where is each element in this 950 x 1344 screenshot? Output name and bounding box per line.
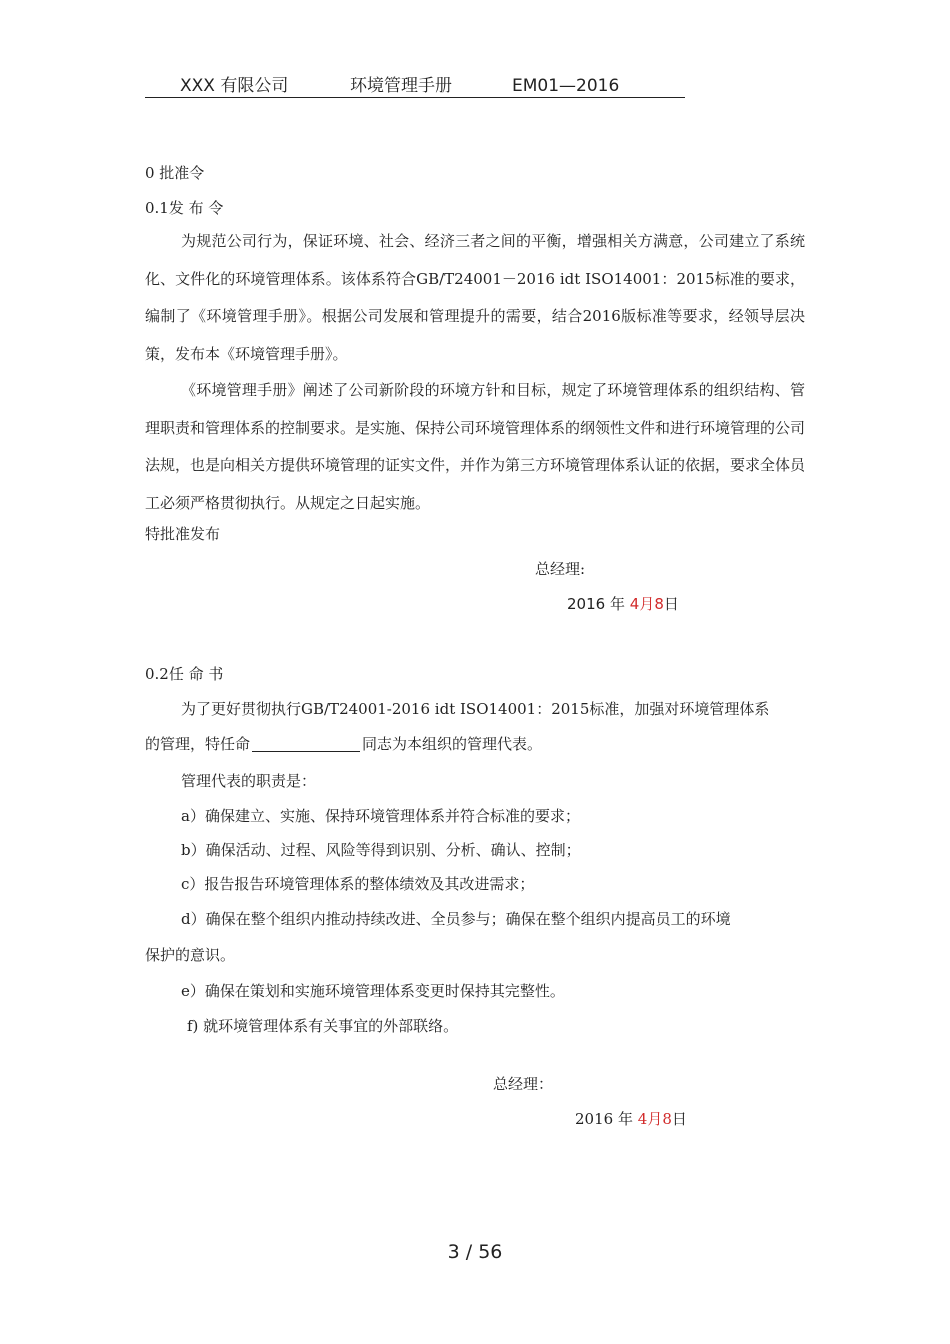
appointment-date-month-unit: 月 bbox=[647, 1110, 663, 1128]
appointment-paragraph-line-2 bbox=[145, 734, 542, 754]
appointment-signer: 总经理： bbox=[493, 1075, 554, 1093]
appointment-date-day: 8 bbox=[662, 1110, 672, 1128]
release-date-year: 2016 bbox=[567, 595, 606, 613]
appointee-blank-field bbox=[252, 735, 360, 752]
appointment-date-year: 2016 bbox=[575, 1110, 614, 1128]
release-signer: 总经理: bbox=[535, 560, 586, 578]
section-heading-approval: 0 批准令 bbox=[145, 164, 205, 182]
duties-intro: 管理代表的职责是： bbox=[181, 772, 317, 790]
appointment-date-month: 4 bbox=[637, 1110, 648, 1128]
release-date bbox=[567, 594, 679, 614]
appointment-date-day-unit: 日 bbox=[671, 1110, 687, 1128]
header-code: EM01—2016 bbox=[512, 76, 620, 96]
duty-item-b: b）确保活动、过程、风险等得到识别、分析、确认、控制； bbox=[181, 841, 581, 859]
duty-item-f: f) 就环境管理体系有关事宜的外部联络。 bbox=[187, 1017, 459, 1035]
release-date-day-unit: 日 bbox=[663, 595, 679, 613]
release-paragraph-1: 为规范公司行为，保证环境、社会、经济三者之间的平衡，增强相关方满意，公司建立了系统化、文件化的环境管理体系。该体系符合GB/T24001－2016 idt ISO14001：2015标准的要求，编制了《环境管理手册》。根据公司发展和管理提升的需要，结合2016版标准等要求，经领导层决策，发布本《环境管理手册》。 bbox=[145, 232, 805, 363]
appointment-text-post: 同志为本组织的管理代表。 bbox=[362, 735, 543, 753]
duty-item-d-line-1: d）确保在整个组织内推动持续改进、全员参与；确保在整个组织内提高员工的环境 bbox=[181, 910, 731, 928]
release-date-month: 4 bbox=[629, 595, 640, 613]
duty-item-e: e）确保在策划和实施环境管理体系变更时保持其完整性。 bbox=[181, 982, 565, 1000]
header-company: XXX 有限公司 bbox=[180, 76, 289, 96]
release-date-day: 8 bbox=[654, 595, 664, 613]
appointment-date bbox=[575, 1109, 687, 1129]
page-number: 3 / 56 bbox=[447, 1241, 503, 1263]
release-date-year-unit: 年 bbox=[609, 595, 625, 613]
release-paragraph-2: 《环境管理手册》阐述了公司新阶段的环境方针和目标，规定了环境管理体系的组织结构、管理职责和管理体系的控制要求。是实施、保持公司环境管理体系的纲领性文件和进行环境管理的公司法规，也是向相关方提供环境管理的证实文件，并作为第三方环境管理体系认证的依据，要求全体员工必须严格贯彻执行。从规定之日起实施。 bbox=[145, 381, 806, 512]
duty-item-a: a）确保建立、实施、保持环境管理体系并符合标准的要求； bbox=[181, 807, 580, 825]
release-closing: 特批准发布 bbox=[145, 525, 221, 543]
section-heading-release-order: 0.1发 布 令 bbox=[145, 199, 224, 217]
appointment-paragraph-line-1: 为了更好贯彻执行GB/T24001-2016 idt ISO14001：2015标准，加强对环境管理体系 bbox=[181, 700, 770, 718]
header-title: 环境管理手册 bbox=[350, 76, 452, 96]
page-header bbox=[145, 75, 685, 98]
appointment-date-year-unit: 年 bbox=[617, 1110, 633, 1128]
duty-item-c: c）报告报告环境管理体系的整体绩效及其改进需求； bbox=[181, 875, 535, 893]
duty-item-d-line-2: 保护的意识。 bbox=[145, 946, 236, 964]
release-date-month-unit: 月 bbox=[639, 595, 655, 613]
section-heading-appointment: 0.2任 命 书 bbox=[145, 665, 224, 683]
appointment-text-pre: 的管理，特任命 bbox=[145, 735, 251, 753]
